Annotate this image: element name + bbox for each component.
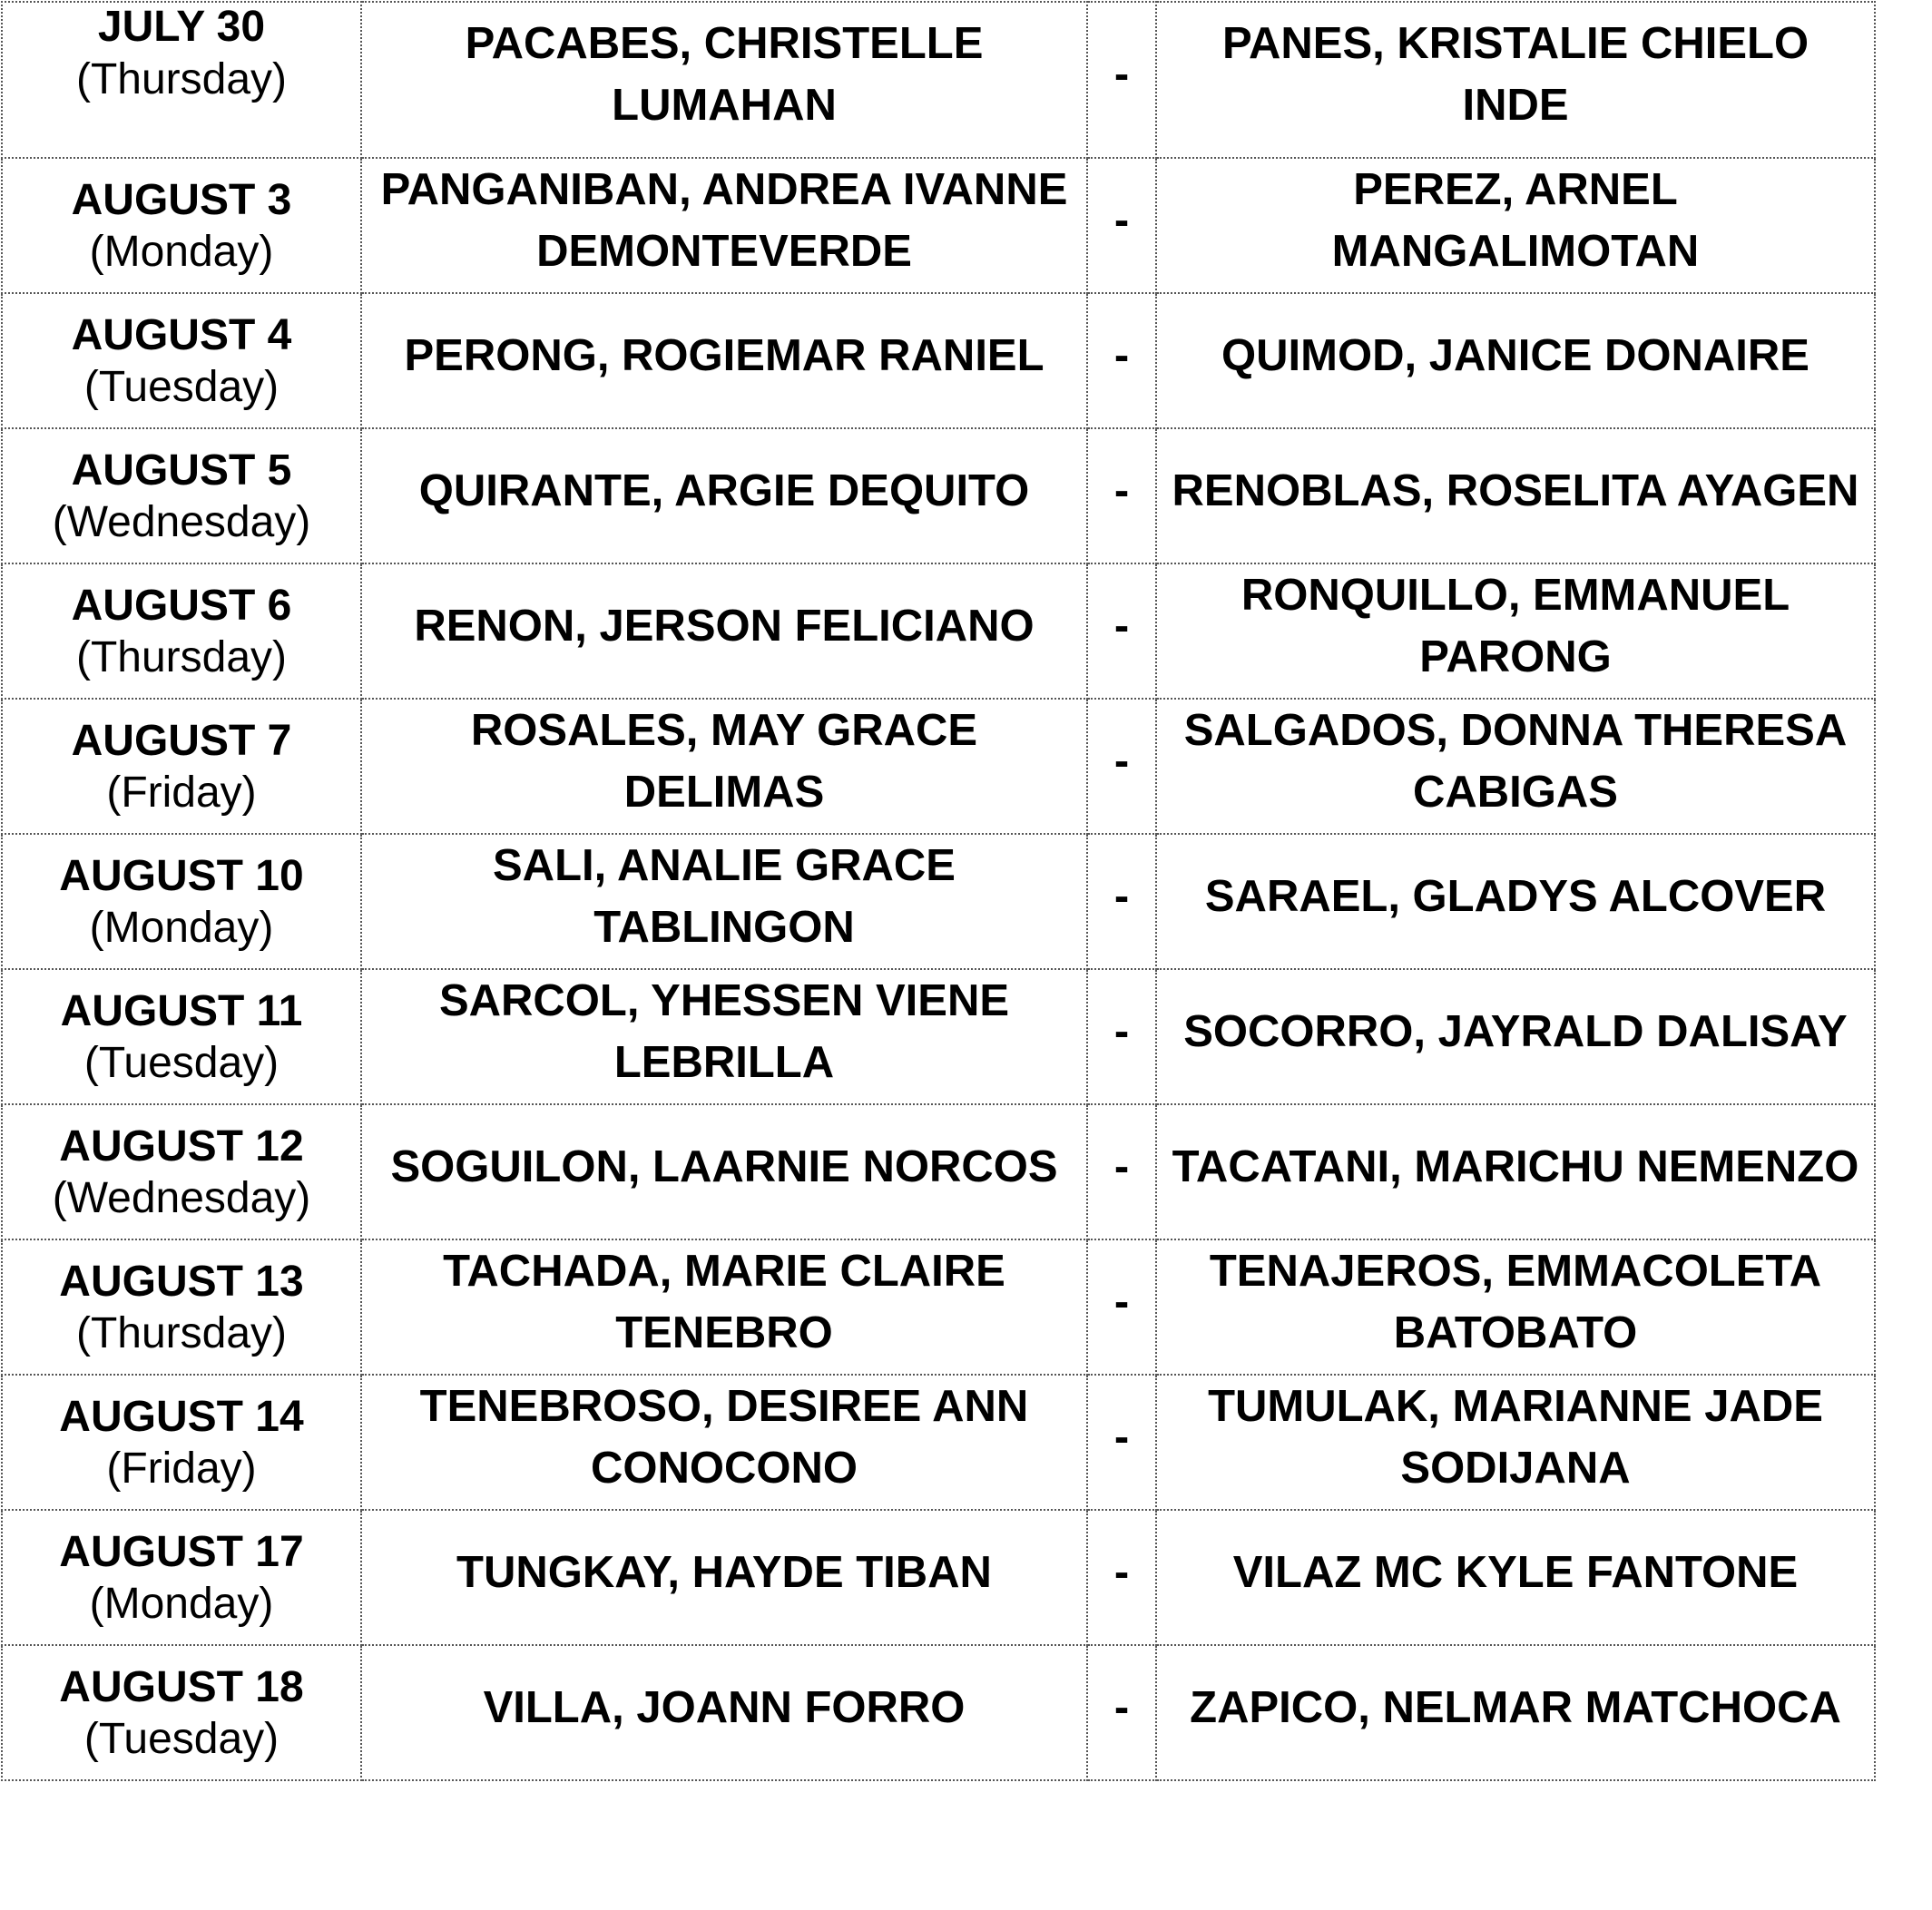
schedule-day: (Thursday) [75, 55, 288, 103]
range-separator: - [1113, 1412, 1130, 1462]
table-row [2, 1239, 1875, 1375]
to-name-cell [1156, 1104, 1875, 1239]
date-cell [2, 158, 361, 293]
from-name-cell [361, 428, 1087, 563]
to-name-cell [1156, 1239, 1875, 1375]
separator-cell [1087, 158, 1156, 293]
table-row [2, 1104, 1875, 1239]
from-name: TENEBROSO, DESIREE ANN CONOCONO [419, 1381, 1029, 1493]
date-cell [2, 1645, 361, 1780]
schedule-date: AUGUST 12 [59, 1122, 304, 1170]
range-separator: - [1113, 1141, 1130, 1191]
date-cell [2, 2, 361, 158]
table-row [2, 969, 1875, 1104]
table-row [2, 1375, 1875, 1510]
schedule-date: JULY 30 [97, 3, 266, 51]
date-cell [2, 1104, 361, 1239]
separator-cell [1087, 2, 1156, 158]
separator-cell [1087, 1645, 1156, 1780]
schedule-date: AUGUST 7 [71, 716, 292, 765]
to-name-cell [1156, 834, 1875, 969]
separator-cell [1087, 563, 1156, 699]
from-name-cell [361, 1510, 1087, 1645]
from-name-cell [361, 1375, 1087, 1510]
table-row [2, 428, 1875, 563]
to-name-cell [1156, 699, 1875, 834]
separator-cell [1087, 1239, 1156, 1375]
range-separator: - [1113, 50, 1130, 99]
schedule-date: AUGUST 4 [71, 310, 292, 359]
schedule-day: (Wednesday) [52, 497, 311, 546]
to-name-cell [1156, 1375, 1875, 1510]
date-cell [2, 1510, 361, 1645]
from-name: SOGUILON, LAARNIE NORCOS [390, 1141, 1058, 1191]
to-name-cell [1156, 1645, 1875, 1780]
to-name-cell [1156, 158, 1875, 293]
from-name-cell [361, 1645, 1087, 1780]
from-name: PANGANIBAN, ANDREA IVANNE DEMONTEVERDE [380, 164, 1068, 276]
to-name: TACATANI, MARICHU NEMENZO [1172, 1141, 1859, 1191]
from-name-cell [361, 834, 1087, 969]
from-name: VILLA, JOANN FORRO [483, 1682, 966, 1732]
from-name-cell [361, 563, 1087, 699]
range-separator: - [1113, 1277, 1130, 1327]
schedule-date: AUGUST 10 [59, 851, 304, 900]
from-name-cell [361, 1104, 1087, 1239]
separator-cell [1087, 969, 1156, 1104]
from-name: TUNGKAY, HAYDE TIBAN [456, 1547, 992, 1597]
table-row [2, 1510, 1875, 1645]
to-name: TUMULAK, MARIANNE JADE SODIJANA [1208, 1381, 1823, 1493]
schedule-date: AUGUST 5 [71, 446, 292, 495]
schedule-day: (Tuesday) [83, 1714, 280, 1763]
from-name-cell [361, 158, 1087, 293]
separator-cell [1087, 1510, 1156, 1645]
to-name-cell [1156, 2, 1875, 158]
schedule-day: (Friday) [106, 1444, 257, 1493]
schedule-date: AUGUST 3 [71, 175, 292, 224]
schedule-date: AUGUST 17 [59, 1527, 304, 1576]
schedule-day: (Tuesday) [83, 362, 280, 411]
schedule-day: (Monday) [89, 227, 274, 276]
date-cell [2, 1239, 361, 1375]
date-cell [2, 1375, 361, 1510]
to-name-cell [1156, 563, 1875, 699]
table-row [2, 2, 1875, 158]
separator-cell [1087, 1104, 1156, 1239]
from-name-cell [361, 2, 1087, 158]
range-separator: - [1113, 736, 1130, 786]
separator-cell [1087, 293, 1156, 428]
from-name: RENON, JERSON FELICIANO [414, 601, 1035, 651]
from-name: SARCOL, YHESSEN VIENE LEBRILLA [438, 975, 1010, 1087]
to-name: TENAJEROS, EMMACOLETA BATOBATO [1209, 1246, 1822, 1357]
schedule-date: AUGUST 13 [59, 1257, 304, 1306]
to-name-cell [1156, 969, 1875, 1104]
from-name: PACABES, CHRISTELLE LUMAHAN [465, 19, 984, 130]
date-cell [2, 293, 361, 428]
to-name: SARAEL, GLADYS ALCOVER [1204, 871, 1827, 921]
table-row [2, 834, 1875, 969]
schedule-date: AUGUST 6 [71, 581, 292, 630]
range-separator: - [1113, 465, 1130, 515]
to-name: QUIMOD, JANICE DONAIRE [1221, 330, 1809, 380]
schedule-day: (Friday) [106, 768, 257, 817]
to-name-cell [1156, 428, 1875, 563]
to-name: SALGADOS, DONNA THERESA CABIGAS [1183, 705, 1848, 817]
schedule-date: AUGUST 11 [60, 986, 303, 1035]
date-cell [2, 428, 361, 563]
from-name-cell [361, 293, 1087, 428]
table-row [2, 293, 1875, 428]
schedule-day: (Wednesday) [52, 1173, 311, 1222]
schedule-table [1, 1, 1876, 1781]
date-cell [2, 699, 361, 834]
schedule-day: (Thursday) [75, 1308, 288, 1357]
from-name: TACHADA, MARIE CLAIRE TENEBRO [443, 1246, 1005, 1357]
separator-cell [1087, 1375, 1156, 1510]
to-name: ZAPICO, NELMAR MATCHOCA [1190, 1682, 1841, 1732]
separator-cell [1087, 428, 1156, 563]
separator-cell [1087, 834, 1156, 969]
from-name: PERONG, ROGIEMAR RANIEL [404, 330, 1044, 380]
to-name: VILAZ MC KYLE FANTONE [1232, 1547, 1799, 1597]
from-name-cell [361, 1239, 1087, 1375]
to-name: RONQUILLO, EMMANUEL PARONG [1241, 570, 1790, 681]
date-cell [2, 834, 361, 969]
schedule-date: AUGUST 18 [59, 1662, 304, 1711]
table-row [2, 1645, 1875, 1780]
schedule-date: AUGUST 14 [59, 1392, 304, 1441]
table-row [2, 699, 1875, 834]
table-row [2, 563, 1875, 699]
schedule-day: (Tuesday) [83, 1038, 280, 1087]
range-separator: - [1113, 195, 1130, 245]
to-name: SOCORRO, JAYRALD DALISAY [1183, 1006, 1848, 1056]
from-name: SALI, ANALIE GRACE TABLINGON [493, 840, 956, 952]
range-separator: - [1113, 1006, 1130, 1056]
to-name-cell [1156, 1510, 1875, 1645]
from-name-cell [361, 699, 1087, 834]
to-name: PEREZ, ARNEL MANGALIMOTAN [1331, 164, 1700, 276]
separator-cell [1087, 699, 1156, 834]
range-separator: - [1113, 1682, 1130, 1732]
schedule-day: (Monday) [89, 1579, 274, 1628]
to-name: RENOBLAS, ROSELITA AYAGEN [1172, 465, 1859, 515]
from-name: ROSALES, MAY GRACE DELIMAS [470, 705, 978, 817]
from-name-cell [361, 969, 1087, 1104]
date-cell [2, 563, 361, 699]
date-cell [2, 969, 361, 1104]
range-separator: - [1113, 1547, 1130, 1597]
to-name-cell [1156, 293, 1875, 428]
table-row [2, 158, 1875, 293]
from-name: QUIRANTE, ARGIE DEQUITO [418, 465, 1030, 515]
to-name: PANES, KRISTALIE CHIELO INDE [1221, 19, 1809, 130]
schedule-day: (Monday) [89, 903, 274, 952]
range-separator: - [1113, 601, 1130, 651]
range-separator: - [1113, 871, 1130, 921]
schedule-day: (Thursday) [75, 632, 288, 681]
range-separator: - [1113, 330, 1130, 380]
